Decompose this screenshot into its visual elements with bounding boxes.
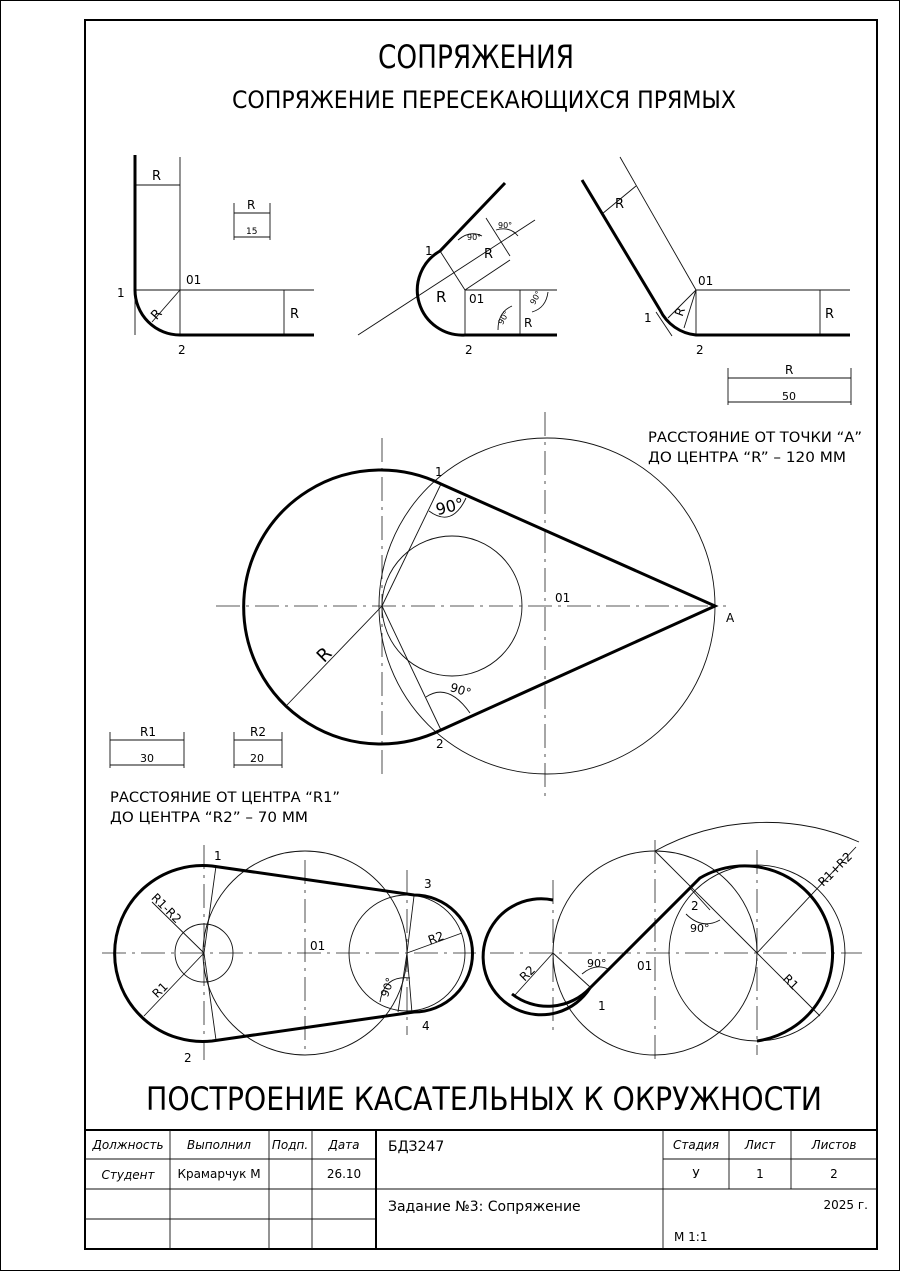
drawing-label: R — [524, 316, 533, 330]
drawing-label: R1 — [140, 725, 156, 739]
contour-line — [115, 866, 473, 1042]
tb-done: Крамарчук М — [177, 1167, 261, 1181]
drawing-label: 1 — [425, 244, 433, 258]
construction-line — [465, 260, 510, 290]
tb-year: 2025 г. — [823, 1198, 868, 1212]
drawing-label: 01 — [186, 273, 202, 287]
drawing-label: R — [247, 198, 256, 212]
title-block — [85, 1130, 877, 1249]
tb-sheets: 2 — [830, 1167, 838, 1181]
drawing-label: 90° — [433, 493, 466, 520]
drawing-label: R — [785, 363, 794, 377]
drawing-label: R — [825, 307, 835, 322]
tb-date: 26.10 — [326, 1167, 362, 1181]
drawing-label: R1-R2 — [148, 890, 185, 927]
construction-line — [440, 251, 465, 290]
drawing-label: 1 — [435, 465, 443, 479]
drawing-label: 90° — [448, 680, 473, 701]
drawing-label: A — [726, 611, 735, 625]
drawing-label: 1 — [214, 849, 222, 863]
drawing-label: 1 — [644, 311, 652, 325]
tb-task: Задание №3: Сопряжение — [388, 1199, 581, 1215]
drawing-label: 4 — [422, 1019, 430, 1033]
drawing-label: 1 — [598, 999, 606, 1013]
contour-line — [512, 988, 590, 1006]
tb-h-stage: Стадия — [672, 1138, 720, 1152]
dim-30: 30 — [140, 752, 154, 765]
tb-h-sheet: Лист — [744, 1138, 776, 1152]
drawing-label: 2 — [465, 343, 473, 357]
note-centers-1: РАССТОЯНИЕ ОТ ЦЕНТРА “R1” — [110, 790, 340, 806]
drawing-label: 2 — [178, 343, 186, 357]
note-point-a-2: ДО ЦЕНТРА “R” – 120 ММ — [648, 450, 846, 466]
drawing-label: 90° — [690, 922, 710, 935]
drawing-label: 01 — [698, 274, 714, 288]
contour-line — [590, 866, 833, 1041]
tb-h-sign: Подп. — [271, 1138, 309, 1152]
drawing-label: R — [672, 305, 689, 319]
contour-line — [244, 470, 715, 744]
dim-50: 50 — [782, 390, 796, 403]
construction-line — [620, 157, 696, 290]
construction-line — [204, 953, 216, 1040]
note-centers-2: ДО ЦЕНТРА “R2” – 70 ММ — [110, 810, 308, 826]
drawing-label: 2 — [184, 1051, 192, 1065]
drawing-label: 01 — [469, 292, 485, 306]
page-title: СОПРЯЖЕНИЯ — [378, 38, 574, 76]
construction-line — [144, 953, 204, 1016]
drawing-label: 01 — [310, 939, 326, 953]
contour-line — [483, 899, 590, 1015]
drawing-label: R2 — [426, 928, 446, 948]
drawing-label: 2 — [691, 899, 699, 913]
construction-line — [398, 953, 407, 1012]
dim-20: 20 — [250, 752, 264, 765]
drawing-label: 90° — [528, 289, 544, 307]
drawing-label: 90° — [498, 221, 513, 230]
construction-line — [204, 866, 216, 953]
construction-line — [655, 822, 859, 851]
contour-line — [135, 155, 314, 335]
external-tangents — [102, 845, 476, 1065]
drawing-label: R — [152, 169, 162, 184]
tb-h-done: Выполнил — [187, 1138, 251, 1152]
drawing-label: 3 — [424, 877, 432, 891]
drawing-label: R — [436, 288, 447, 306]
drawing-label: 2 — [436, 737, 444, 751]
drawing-label: R1+R2 — [815, 849, 855, 890]
drawing-label: R2 — [516, 962, 539, 985]
drawing-label: R — [148, 306, 166, 324]
drawing-frame — [85, 20, 877, 1249]
tb-h-position: Должность — [92, 1138, 164, 1152]
fillet-acute-angle — [358, 183, 557, 357]
drawing-label: R — [615, 197, 625, 212]
tb-scale: М 1:1 — [674, 1230, 708, 1244]
drawing-label: R — [290, 307, 300, 322]
internal-tangent — [483, 822, 862, 1060]
drawing-label: R — [484, 247, 494, 262]
drawing-label: 90° — [467, 233, 482, 242]
drawing-label: 90° — [496, 309, 512, 327]
drawing-label: 90° — [378, 975, 398, 999]
drawing-label: 2 — [696, 343, 704, 357]
drawing-label: 01 — [637, 959, 653, 973]
drawing-label: 01 — [555, 591, 571, 605]
fillet-right-angle — [117, 155, 314, 357]
note-point-a-1: РАССТОЯНИЕ ОТ ТОЧКИ “А” — [648, 430, 862, 446]
tangent-from-point — [216, 412, 735, 802]
page-subtitle: СОПРЯЖЕНИЕ ПЕРЕСЕКАЮЩИХСЯ ПРЯМЫХ — [232, 86, 736, 114]
drawing-label: 90° — [587, 957, 607, 970]
drawing-label: R1 — [149, 979, 171, 1001]
construction-line — [287, 606, 382, 705]
tb-stage: У — [692, 1167, 700, 1181]
tb-h-sheets: Листов — [811, 1138, 857, 1152]
dim-15: 15 — [246, 227, 258, 237]
tb-position: Студент — [101, 1168, 155, 1182]
radius-dims — [110, 725, 282, 768]
construction-line — [553, 953, 590, 987]
drawing-label: R2 — [250, 725, 266, 739]
tb-code: БДЗ247 — [388, 1139, 445, 1155]
drawing-label: R1 — [780, 971, 802, 993]
tb-sheet: 1 — [756, 1167, 764, 1181]
tb-h-date: Дата — [328, 1138, 360, 1152]
construction-line — [407, 953, 412, 1013]
drawing-label: R — [312, 643, 337, 667]
drawing-label: 1 — [117, 286, 125, 300]
bottom-title: ПОСТРОЕНИЕ КАСАТЕЛЬНЫХ К ОКРУЖНОСТИ — [146, 1080, 822, 1118]
construction-line — [407, 896, 414, 953]
fillet-obtuse-angle — [582, 157, 851, 405]
